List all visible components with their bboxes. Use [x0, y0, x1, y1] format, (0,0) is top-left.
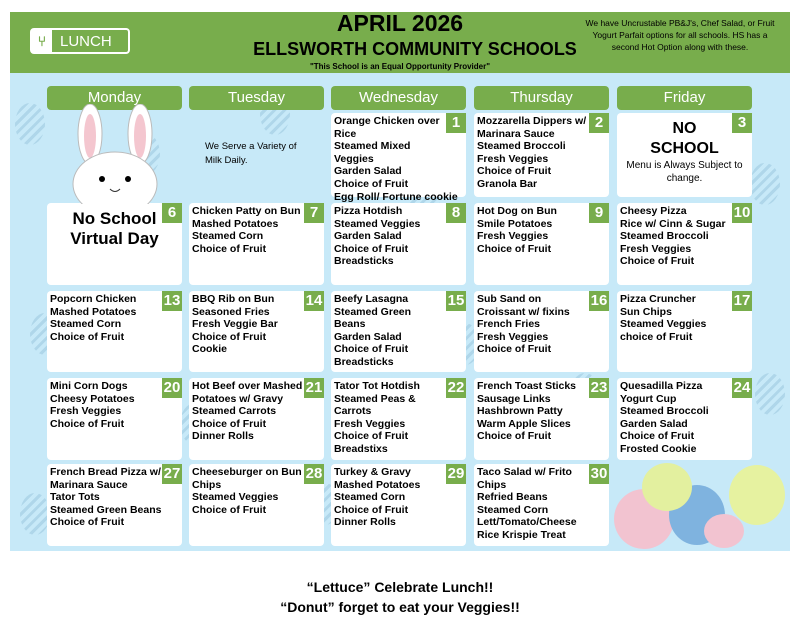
day-cell-21 — [189, 378, 324, 460]
day-cell-10 — [617, 203, 752, 285]
menu-item: Steamed Peas & Carrots — [334, 392, 416, 418]
menu-item: Steamed Veggies — [620, 318, 707, 331]
menu-item: Popcorn Chicken — [50, 293, 137, 305]
menu-item: Steamed Corn — [334, 491, 406, 504]
day-cell-13 — [47, 291, 182, 372]
menu-item: Fresh Veggies — [477, 230, 549, 243]
date-badge: 15 — [447, 292, 465, 309]
menu-item: Steamed Broccoli — [477, 140, 566, 153]
date-badge: 6 — [162, 203, 182, 223]
date-badge: 2 — [589, 113, 609, 133]
menu-item: Choice of Fruit — [477, 430, 552, 443]
menu-item: Mashed Potatoes — [50, 305, 137, 318]
menu-item: Mashed Potatoes — [192, 217, 279, 230]
menu-item: Choice of Fruit — [334, 503, 409, 516]
day-cell-20 — [47, 378, 182, 460]
menu-item: French Bread Pizza w/ Marinara Sauce — [50, 466, 161, 491]
menu-change-note: Menu is Always Subject to change. — [626, 160, 743, 184]
date-badge: 24 — [733, 379, 751, 396]
date-badge: 7 — [304, 203, 324, 223]
menu-item: BBQ Rib on Bun — [192, 293, 275, 305]
menu-item: Choice of Fruit — [620, 430, 695, 443]
menu-item: Granola Bar — [477, 177, 538, 190]
day-cell-3 — [617, 113, 752, 197]
menu-item: Steamed Corn — [477, 503, 549, 516]
day-cell-2 — [474, 113, 609, 197]
day-cell-30 — [474, 464, 609, 546]
day-cell-6 — [47, 203, 182, 285]
menu-item: Fresh Veggies — [50, 405, 122, 418]
menu-item: Choice of Fruit — [334, 430, 409, 443]
menu-item: Choice of Fruit — [477, 343, 552, 356]
date-badge: 16 — [590, 292, 608, 309]
day-cell-16 — [474, 291, 609, 372]
menu-item: Garden Salad — [334, 330, 402, 343]
footer-slogans — [0, 577, 800, 617]
menu-item: Taco Salad w/ Frito Chips — [477, 466, 572, 491]
date-badge: 13 — [163, 292, 181, 309]
menu-item: Cookie — [192, 343, 228, 356]
date-badge: 8 — [446, 203, 466, 223]
day-header-thursday: Thursday — [474, 86, 609, 110]
date-badge: 30 — [590, 465, 608, 482]
fork-icon: ⑂ — [32, 30, 52, 52]
menu-item: Lett/Tomato/Cheese — [477, 516, 577, 529]
menu-item: Steamed Green Beans — [334, 305, 412, 331]
menu-item: Garden Salad — [620, 417, 688, 430]
day-cell-9 — [474, 203, 609, 285]
menu-item: Beefy Lasagna — [334, 293, 409, 305]
equal-opportunity-statement: "This School is an Equal Opportunity Provider" — [309, 62, 491, 71]
menu-item: Turkey & Gravy — [334, 466, 411, 478]
date-badge: 20 — [163, 379, 181, 396]
menu-item: Warm Apple Slices — [477, 417, 571, 430]
menu-item: Rice Krispie Treat — [477, 528, 566, 541]
menu-item: Steamed Carrots — [192, 405, 277, 418]
day-cell-8 — [331, 203, 466, 285]
day-cell-28 — [189, 464, 324, 546]
menu-item: Breadsticks — [334, 255, 394, 268]
menu-item: Cheesy Potatoes — [50, 392, 135, 405]
menu-item: Steamed Broccoli — [620, 405, 709, 418]
menu-item: choice of Fruit — [620, 330, 693, 343]
menu-item: French Fries — [477, 318, 541, 331]
school-name: ELLSWORTH COMMUNITY SCHOOLS — [253, 39, 577, 59]
day-cell-24 — [617, 378, 752, 460]
menu-item: French Toast Sticks — [477, 380, 577, 392]
menu-item: Chips — [192, 478, 222, 491]
menu-item: Fresh Veggie Bar — [192, 318, 278, 331]
menu-item: Steamed Corn — [50, 318, 122, 331]
menu-item: Choice of Fruit — [192, 330, 267, 343]
no-school-label: NO SCHOOL — [650, 120, 719, 157]
menu-item: Fresh Veggies — [620, 242, 692, 255]
menu-item: Rice w/ Cinn & Sugar — [620, 217, 726, 230]
menu-item: Steamed Broccoli — [620, 230, 709, 243]
menu-item: Steamed Mixed Veggies — [334, 140, 411, 165]
milk-note: We Serve a Variety of Milk Daily. — [205, 141, 297, 166]
menu-item: Seasoned Fries — [192, 305, 270, 318]
menu-item: Choice of Fruit — [50, 330, 125, 343]
menu-item: Steamed Corn — [192, 230, 264, 243]
day-cell-27 — [47, 464, 182, 546]
day-header-tuesday: Tuesday — [189, 86, 324, 110]
menu-item: Choice of Fruit — [477, 165, 552, 178]
day-cell-1 — [331, 113, 466, 203]
menu-item: Steamed Veggies — [192, 491, 279, 504]
menu-item: Egg Roll/ Fortune cookie — [334, 190, 458, 203]
menu-item: Tator Tots — [50, 491, 100, 504]
menu-item: Cheeseburger on Bun — [192, 466, 302, 478]
options-note: We have Uncrustable PB&J's, Chef Salad, or Fruit Yogurt Parfait options for all schools. HS has a second Hot Option along with these. — [585, 18, 775, 52]
menu-item: Dinner Rolls — [192, 430, 254, 443]
day-cell-7 — [189, 203, 324, 285]
logo-text: LUNCH — [60, 32, 112, 50]
menu-item: Choice of Fruit — [334, 343, 409, 356]
menu-item: Fresh Veggies — [477, 330, 549, 343]
menu-item: Fresh Veggies — [334, 417, 406, 430]
day-cell-14 — [189, 291, 324, 372]
menu-item: Pizza Hotdish — [334, 205, 403, 217]
menu-item: Sun Chips — [620, 305, 672, 318]
menu-item: Frosted Cookie — [620, 442, 697, 455]
menu-item: Quesadilla Pizza — [620, 380, 703, 392]
day-cell-23 — [474, 378, 609, 460]
menu-item: Choice of Fruit — [334, 242, 409, 255]
menu-item: Dinner Rolls — [334, 516, 396, 529]
menu-item: Orange Chicken over Rice — [334, 115, 440, 140]
date-badge: 27 — [163, 465, 181, 482]
footer-line-2: “Donut” forget to eat your Veggies!! — [280, 599, 520, 615]
menu-item: Hashbrown Patty — [477, 405, 563, 418]
menu-item: Garden Salad — [334, 165, 402, 178]
date-badge: 22 — [447, 379, 465, 396]
menu-item: Refried Beans — [477, 491, 548, 504]
menu-item: Choice of Fruit — [50, 417, 125, 430]
menu-item: Mashed Potatoes — [334, 478, 421, 491]
menu-item: Tator Tot Hotdish — [334, 380, 420, 392]
menu-item: Cheesy Pizza — [620, 205, 687, 217]
menu-item: Garden Salad — [334, 230, 402, 243]
date-badge: 17 — [733, 292, 751, 309]
menu-item: Choice of Fruit — [620, 255, 695, 268]
menu-item: Fresh Veggies — [477, 152, 549, 165]
egg-decoration — [755, 373, 785, 415]
menu-item: Chicken Patty on Bun — [192, 205, 301, 217]
menu-item: Smile Potatoes — [477, 217, 553, 230]
easter-eggs-illustration — [612, 463, 790, 549]
egg-decoration — [750, 163, 780, 205]
menu-item: Breadsticks — [334, 355, 394, 368]
date-badge: 9 — [589, 203, 609, 223]
menu-item: Choice of Fruit — [50, 516, 125, 529]
date-badge: 29 — [447, 465, 465, 482]
menu-item: Choice of Fruit — [192, 242, 267, 255]
menu-item: Pizza Cruncher — [620, 293, 696, 305]
menu-item: Mini Corn Dogs — [50, 380, 128, 392]
menu-item: Breadstixs — [334, 442, 388, 455]
day-cell-17 — [617, 291, 752, 372]
menu-item: Choice of Fruit — [334, 177, 409, 190]
egg-decoration — [15, 103, 45, 145]
menu-item: Steamed Green Beans — [50, 503, 162, 516]
day-header-monday: Monday — [47, 86, 182, 110]
footer-line-1: “Lettuce” Celebrate Lunch!! — [306, 579, 494, 595]
date-badge: 14 — [305, 292, 323, 309]
bunny-illustration — [60, 104, 170, 204]
day-cell-22 — [331, 378, 466, 460]
menu-item: Hot Dog on Bun — [477, 205, 557, 217]
menu-item: Choice of Fruit — [477, 242, 552, 255]
header-banner — [10, 12, 790, 73]
menu-item: Choice of Fruit — [192, 503, 267, 516]
date-badge: 3 — [732, 113, 752, 133]
menu-item: Mozzarella Dippers w/ Marinara Sauce — [477, 115, 587, 140]
day-header-wednesday: Wednesday — [331, 86, 466, 110]
menu-item: Yogurt Cup — [620, 392, 677, 405]
menu-item: Sausage Links — [477, 392, 551, 405]
date-badge: 10 — [733, 204, 751, 221]
day-header-friday: Friday — [617, 86, 752, 110]
date-badge: 28 — [305, 465, 323, 482]
day-cell-15 — [331, 291, 466, 372]
date-badge: 1 — [446, 113, 466, 133]
egg-decoration — [20, 493, 50, 535]
no-school-virtual-day: No School Virtual Day — [70, 209, 159, 248]
menu-item: Hot Beef over Mashed Potatoes w/ Gravy — [192, 380, 303, 405]
page-title: APRIL 2026 — [336, 10, 464, 36]
menu-item: Sub Sand on Croissant w/ fixins — [477, 293, 570, 318]
day-cell-29 — [331, 464, 466, 546]
date-badge: 21 — [305, 379, 323, 396]
menu-item: Steamed Veggies — [334, 217, 421, 230]
date-badge: 23 — [590, 379, 608, 396]
menu-item: Choice of Fruit — [192, 417, 267, 430]
